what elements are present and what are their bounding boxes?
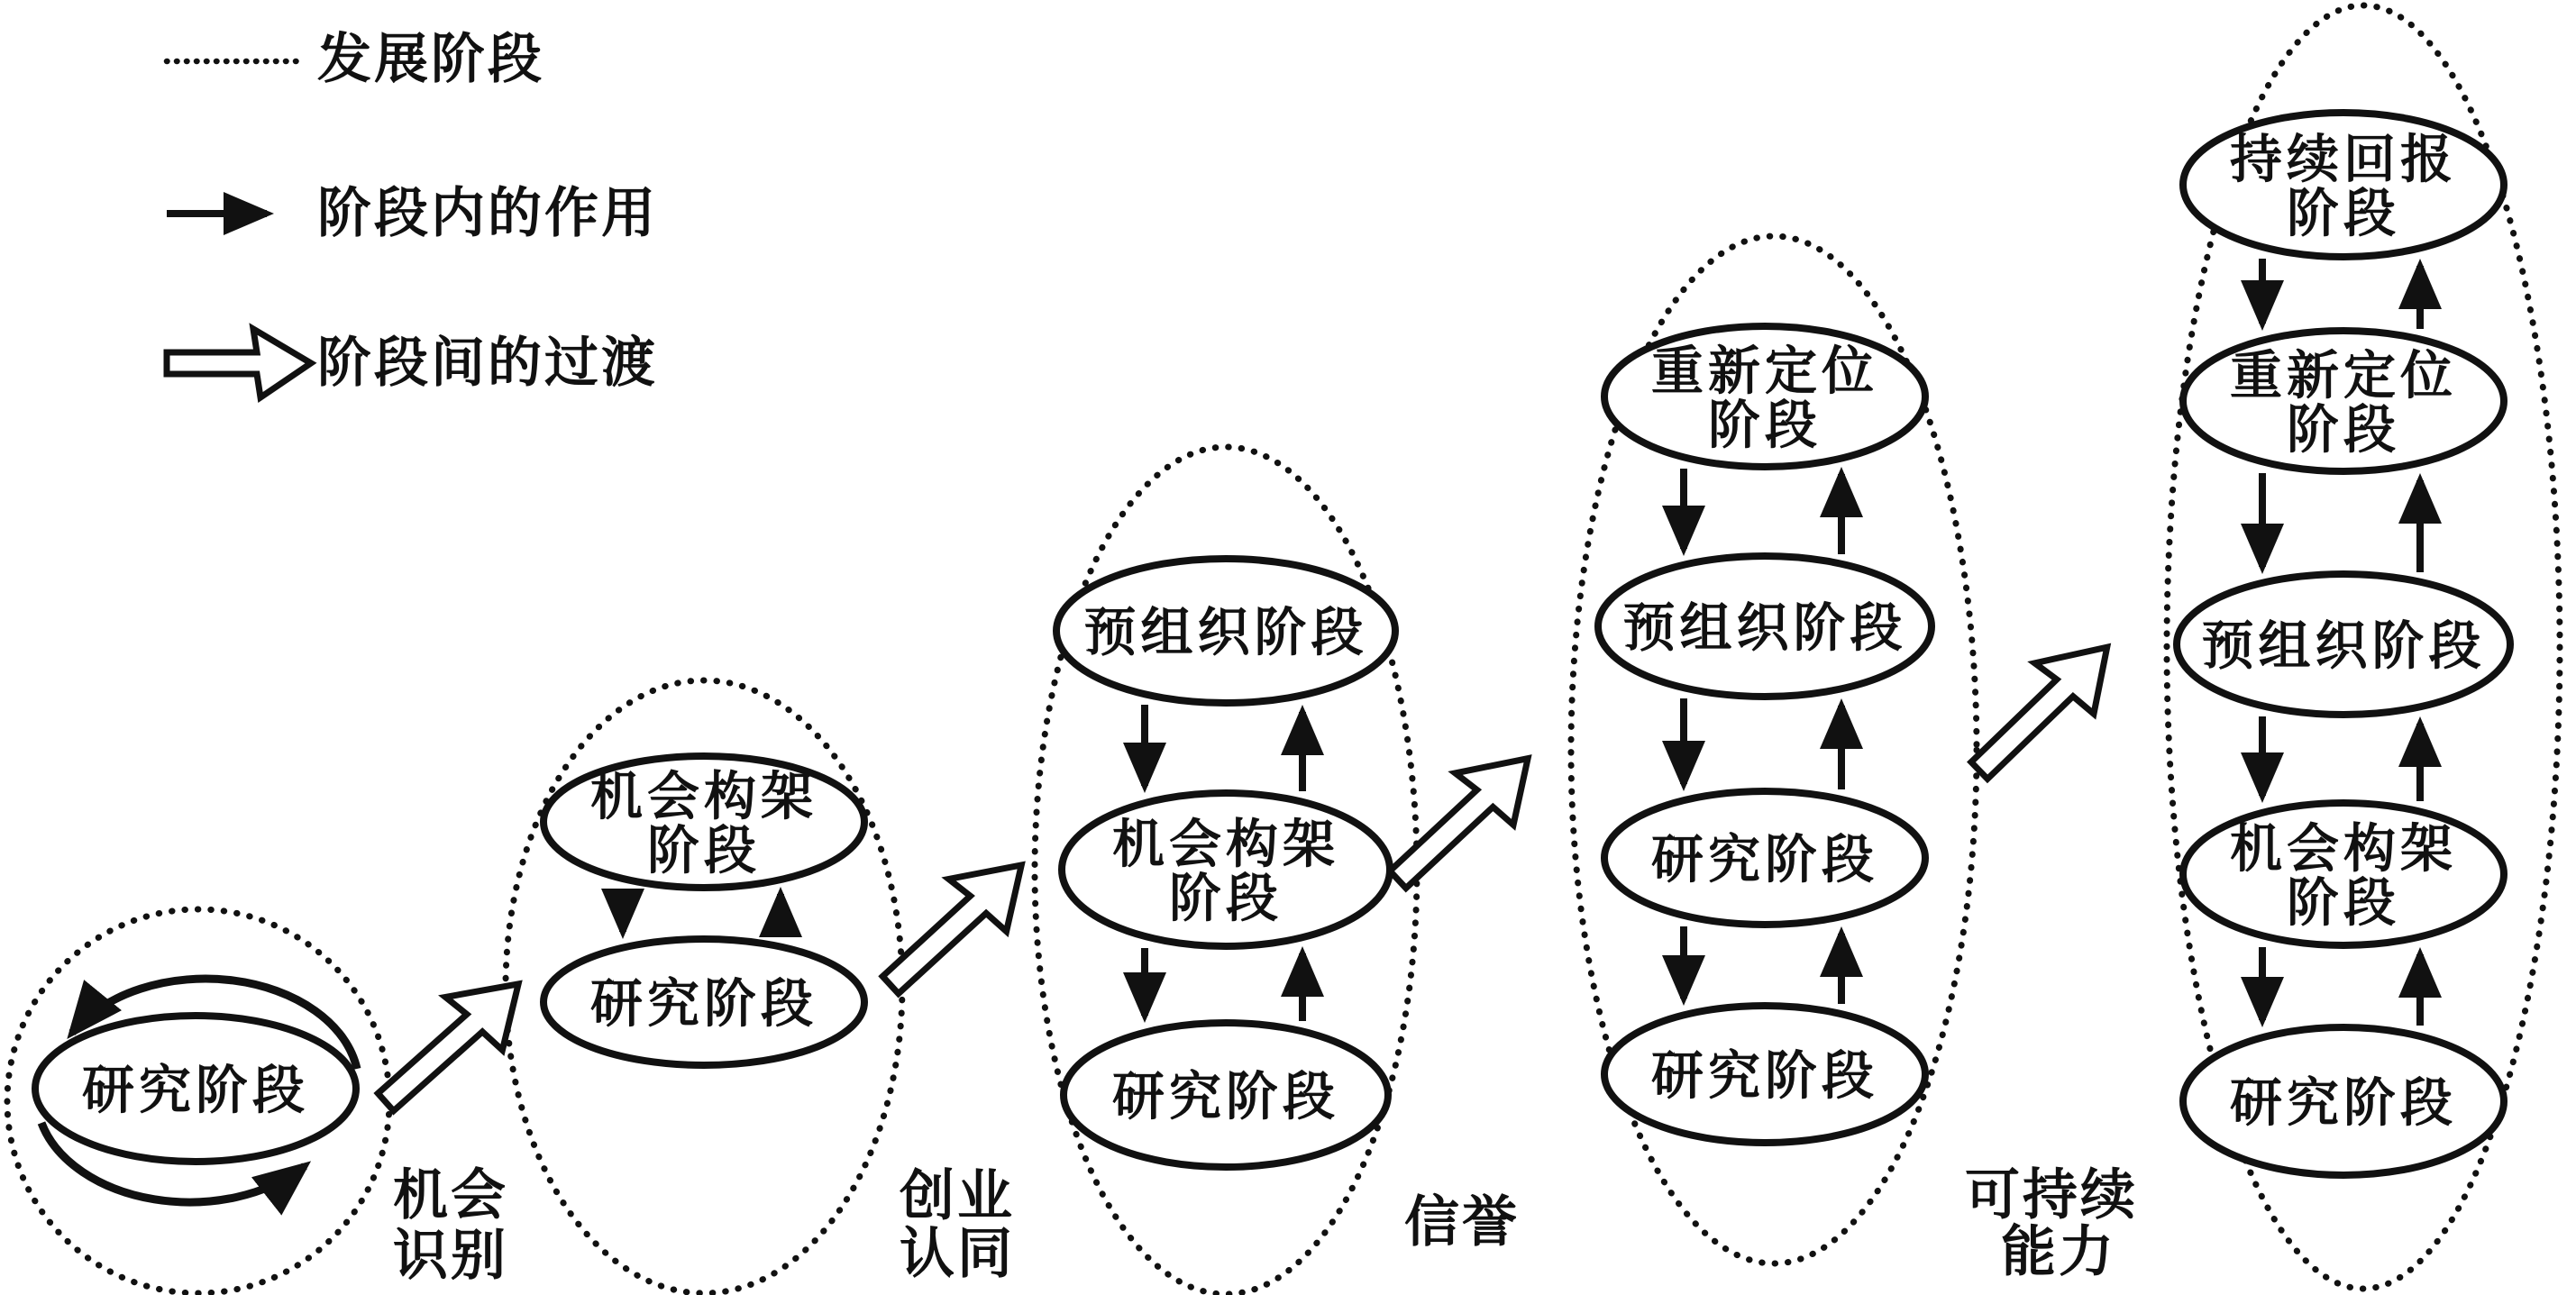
stage-node-label: 阶段 <box>1168 869 1283 928</box>
stage-node-label: 研究阶段 <box>589 974 818 1034</box>
stage-node-label: 机会构架 <box>2229 819 2458 879</box>
legend-label-within-stage-effect: 阶段内的作用 <box>317 184 658 243</box>
transition-label-credibility: 信誉 <box>1403 1192 1521 1254</box>
legend-hollow-arrow-symbol <box>167 329 311 397</box>
transition-arrow-4-5 <box>1952 619 2133 798</box>
stage-node-label: 研究阶段 <box>1111 1067 1340 1126</box>
stage-node-label: 预组织阶段 <box>1622 598 1907 658</box>
stage-node-label: 研究阶段 <box>2229 1073 2458 1133</box>
legend-label-between-stage-transition: 阶段间的过渡 <box>317 333 658 393</box>
stage-node-label: 阶段 <box>2286 400 2401 460</box>
stage-node-label: 阶段 <box>2286 184 2401 243</box>
transition-label-entrepreneurial-identity: 认同 <box>899 1224 1016 1285</box>
stage-node-label: 研究阶段 <box>1650 830 1879 889</box>
transition-label-sustainable-capability: 可持续 <box>1964 1165 2139 1227</box>
stage-4 <box>1598 326 1932 1143</box>
stage-node-label: 阶段 <box>646 821 762 880</box>
stage-5 <box>2177 113 2510 1175</box>
transition-arrow-2-3 <box>864 836 1047 1013</box>
stage-node-label: 机会构架 <box>1111 815 1340 874</box>
legend <box>167 30 658 397</box>
stage-node-label: 预组织阶段 <box>1083 603 1368 662</box>
stage-node-label: 重新定位 <box>1650 342 1879 401</box>
transition-label-entrepreneurial-identity: 创业 <box>899 1166 1016 1227</box>
stage-node-label: 阶段 <box>2286 873 2401 933</box>
stage-3 <box>1056 559 1395 1167</box>
stage-node-label: 预组织阶段 <box>2201 616 2486 676</box>
stage-node-label: 机会构架 <box>589 767 818 826</box>
transition-label-opportunity-recognition: 机会 <box>392 1165 509 1227</box>
stage-1 <box>35 979 357 1202</box>
stage-2 <box>544 756 864 1065</box>
stage-node-label: 研究阶段 <box>81 1061 310 1120</box>
transition-arrow-3-4 <box>1372 730 1555 907</box>
legend-label-development-stage: 发展阶段 <box>317 30 544 89</box>
transition-label-opportunity-recognition: 识别 <box>392 1226 509 1287</box>
stage-node-label: 重新定位 <box>2229 346 2458 406</box>
transition-label-sustainable-capability: 能力 <box>2000 1222 2117 1283</box>
stage-node-label: 阶段 <box>1707 396 1822 455</box>
stage-node-label: 研究阶段 <box>1650 1046 1879 1106</box>
stage-node-label: 持续回报 <box>2229 130 2458 189</box>
transition-labels <box>393 1165 2138 1287</box>
transition-arrow-1-2 <box>360 955 544 1131</box>
